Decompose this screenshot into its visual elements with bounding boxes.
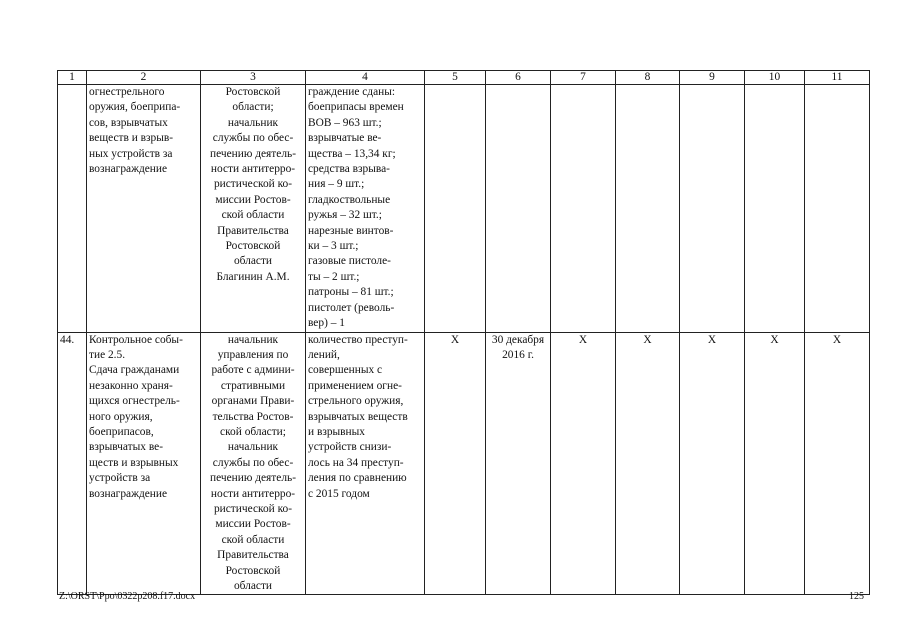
text-line: боеприпасов,: [89, 425, 154, 438]
text-line: незаконно храня-: [89, 379, 173, 392]
column-number: 1: [58, 71, 87, 85]
column-number: 6: [486, 71, 551, 85]
text-line: стративными: [220, 379, 286, 392]
text-line: щества – 13,34 кг;: [308, 147, 396, 160]
text-line: ления по сравнению: [308, 472, 407, 485]
text-line: и взрывных: [308, 425, 365, 438]
text-line: лось на 34 преступ-: [308, 456, 404, 469]
column-number: 2: [87, 71, 201, 85]
text-line: ской области: [221, 533, 285, 546]
row-number-cell: 44.: [58, 332, 87, 595]
cell-col7: [551, 85, 616, 333]
text-line: лений,: [308, 348, 340, 361]
row-number-cell: [58, 85, 87, 333]
file-path: Z:\ORST\Ppo\0322p208.f17.docx: [59, 591, 196, 602]
table-row-44: [58, 332, 870, 595]
text-line: ты – 2 шт.;: [308, 270, 360, 283]
cell-col11: [805, 85, 870, 333]
text-line: Ростовской: [225, 86, 281, 98]
text-line: органами Прави-: [211, 395, 295, 408]
deadline-cell: [486, 332, 551, 595]
text-line: ристической ко-: [213, 502, 293, 515]
text-line: тие 2.5.: [89, 348, 126, 361]
text-line: оружия, боеприпа-: [89, 101, 181, 114]
text-line: сов, взрывчатых: [89, 116, 168, 129]
responsible-cell: [201, 85, 306, 333]
text-line: применением огне-: [308, 379, 402, 392]
result-cell: [306, 332, 425, 595]
text-line: устройств снизи-: [308, 441, 392, 454]
text-line: работе с админи-: [211, 364, 295, 377]
text-line: печению деятель-: [210, 472, 296, 485]
text-line: начальник: [227, 333, 279, 346]
text-line: нарезные винтов-: [308, 224, 394, 237]
text-line: взрывчатые ве-: [308, 132, 382, 145]
text-line: с 2015 годом: [308, 487, 370, 500]
text-line: ской области: [221, 209, 285, 222]
text-line: устройств за: [89, 472, 151, 485]
text-line: стрельного оружия,: [308, 395, 404, 408]
cell-col8: X: [616, 332, 680, 595]
text-line: службы по обес-: [212, 132, 294, 145]
text-line: боеприпасы времен: [308, 101, 404, 114]
text-line: ности антитерро-: [210, 163, 296, 176]
text-line: ристической ко-: [213, 178, 293, 191]
column-number: 9: [680, 71, 745, 85]
text-line: Ростовской: [225, 564, 281, 577]
text-line: веществ и взрыв-: [89, 132, 174, 145]
text-line: области: [233, 255, 273, 268]
text-line: управления по: [217, 348, 289, 361]
text-line: граждение сданы:: [308, 86, 396, 98]
text-line: тельства Ростов-: [212, 410, 294, 423]
text-line: совершенных с: [308, 364, 383, 377]
text-line: ния – 9 шт.;: [308, 178, 365, 191]
text-line: огнестрельного: [89, 86, 165, 98]
text-line: службы по обес-: [212, 456, 294, 469]
cell-col11: X: [805, 332, 870, 595]
text-line: области;: [232, 101, 274, 114]
text-line: Правительства: [217, 549, 289, 562]
text-line: средства взрыва-: [308, 163, 390, 176]
text-line: ности антитерро-: [210, 487, 296, 500]
text-line: взрывчатых веществ: [308, 410, 408, 423]
text-line: вознаграждение: [89, 163, 168, 176]
text-line: гладкоствольные: [308, 193, 391, 206]
text-line: патроны – 81 шт.;: [308, 286, 394, 299]
cell-col5: [425, 85, 486, 333]
text-line: области: [233, 580, 273, 592]
text-line: ВОВ – 963 шт.;: [308, 116, 382, 129]
table-row-continuation: [58, 85, 870, 333]
cell-col5: X: [425, 332, 486, 595]
text-line: ного оружия,: [89, 410, 153, 423]
text-line: Благинин А.М.: [216, 270, 290, 283]
text-line: ружья – 32 шт.;: [308, 209, 382, 222]
text-line: пистолет (револь-: [308, 301, 395, 314]
text-line: 2016 г.: [502, 348, 534, 361]
column-number: 8: [616, 71, 680, 85]
text-line: вер) – 1: [308, 317, 345, 330]
text-line: ществ и взрывных: [89, 456, 179, 469]
responsible-cell: [201, 332, 306, 595]
text-line: начальник: [227, 116, 279, 129]
cell-col8: [616, 85, 680, 333]
text-line: миссии Ростов-: [215, 193, 291, 206]
text-line: ской области;: [220, 425, 286, 438]
event-name-cell: [87, 332, 201, 595]
cell-col9: X: [680, 332, 745, 595]
text-line: начальник: [227, 441, 279, 454]
text-line: щихся огнестрель-: [89, 395, 180, 408]
page-number: 125: [849, 591, 864, 602]
column-number: 5: [425, 71, 486, 85]
text-line: Ростовской: [225, 240, 281, 253]
column-number: 7: [551, 71, 616, 85]
event-name-cell: [87, 85, 201, 333]
text-line: взрывчатых ве-: [89, 441, 163, 454]
cell-col10: [745, 85, 805, 333]
text-line: ки – 3 шт.;: [308, 240, 359, 253]
text-line: количество преступ-: [308, 333, 408, 346]
text-line: Правительства: [217, 224, 289, 237]
plan-table: [57, 70, 870, 595]
cell-col7: X: [551, 332, 616, 595]
cell-col9: [680, 85, 745, 333]
column-number-row: [58, 71, 870, 85]
text-line: миссии Ростов-: [215, 518, 291, 531]
column-number: 4: [306, 71, 425, 85]
text-line: печению деятель-: [210, 147, 296, 160]
column-number: 10: [745, 71, 805, 85]
text-line: 30 декабря: [491, 333, 545, 346]
column-number: 11: [805, 71, 870, 85]
text-line: ных устройств за: [89, 147, 173, 160]
cell-col10: X: [745, 332, 805, 595]
text-line: вознаграждение: [89, 487, 168, 500]
text-line: Сдача гражданами: [89, 364, 180, 377]
column-number: 3: [201, 71, 306, 85]
result-cell: [306, 85, 425, 333]
text-line: Контрольное собы-: [89, 333, 183, 346]
cell-col6: [486, 85, 551, 333]
text-line: газовые пистоле-: [308, 255, 391, 268]
